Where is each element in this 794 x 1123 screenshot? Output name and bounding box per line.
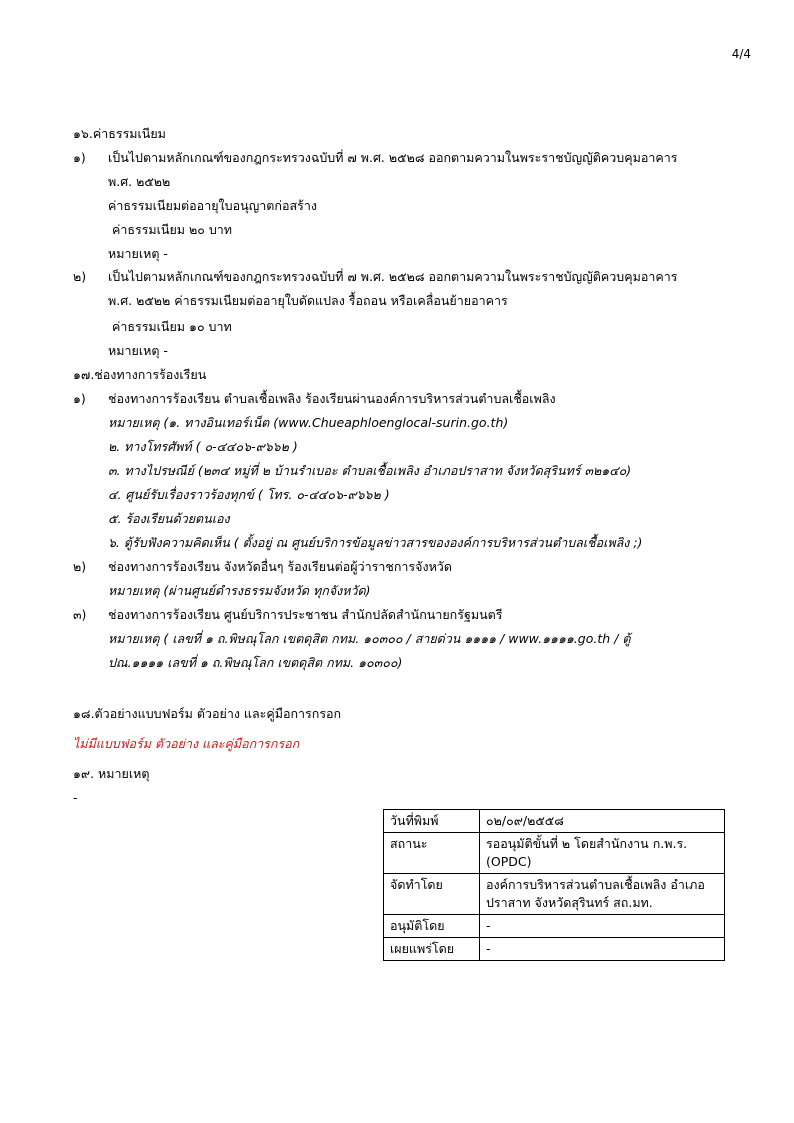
approved-by-value: - [480,915,725,938]
fee-item-2-number: ๒) [73,269,87,284]
complaint-1-title: ช่องทางการร้องเรียน ตำบลเชื้อเพลิง ร้องเรียนผ่านองค์การบริหารส่วนตำบลเชื้อเพลิง [108,391,556,406]
complaint-1-note-3: ๓. ทางไปรษณีย์ (๒๓๔ หมู่ที่ ๒ บ้านรำเบอะ ตำบลเชื้อเพลิง อำเภอปราสาท จังหวัดสุรินทร์ ๓๒๑๔๐) [108,463,632,478]
complaint-2-title: ช่องทางการร้องเรียน จังหวัดอื่นๆ ร้องเรียนต่อผู้ว่าราชการจังหวัด [108,559,452,574]
complaint-3-note-1: หมายเหตุ ( เลขที่ ๑ ถ.พิษณุโลก เขตดุสิต กทม. ๑๐๓๐๐ / สายด่วน ๑๑๑๑ / www.๑๑๑๑.go.th / ตู้ [108,631,631,646]
table-row [384,874,725,915]
page-number: 4/4 [731,47,751,61]
print-date-value: ๐๒/๐๙/๒๕๕๘ [480,810,725,833]
complaint-1-note-1: หมายเหตุ (๑. ทางอินเทอร์เน็ต (www.Chueaphloenglocal-surin.go.th) [108,415,509,430]
fee-item-1-note: หมายเหตุ - [108,246,168,261]
prepared-by-value-line2: ปราสาท จังหวัดสุรินทร์ สถ.มท. [486,895,653,910]
fee-item-2-line2: พ.ศ. ๒๕๒๒ ค่าธรรมเนียมต่ออายุใบดัดแปลง รื้อถอน หรือเคลื่อนย้ายอาคาร [108,293,508,308]
section-16-heading: ๑๖.ค่าธรรมเนียม [73,126,166,141]
table-row [384,938,725,961]
fee-item-1-line1: เป็นไปตามหลักเกณฑ์ของกฎกระทรวงฉบับที่ ๗ พ.ศ. ๒๕๒๘ ออกตามความในพระราชบัญญัติควบคุมอาคาร [108,150,678,165]
fee-item-2-note: หมายเหตุ - [108,343,168,358]
section-18-heading: ๑๘.ตัวอย่างแบบฟอร์ม ตัวอย่าง และคู่มือการกรอก [73,706,342,721]
complaint-3-title: ช่องทางการร้องเรียน ศูนย์บริการประชาชน สำนักปลัดสำนักนายกรัฐมนตรี [108,607,503,622]
status-value-line2: (OPDC) [486,854,532,869]
status-value [480,833,725,874]
status-label: สถานะ [384,833,480,874]
complaint-1-note-4: ๔. ศูนย์รับเรื่องราวร้องทุกข์ ( โทร. ๐-๔๔๐๖-๙๖๖๒ ) [108,487,390,502]
complaint-3-note-2: ปณ.๑๑๑๑ เลขที่ ๑ ถ.พิษณุโลก เขตดุสิต กทม. ๑๐๓๐๐) [108,655,403,670]
fee-item-1-amount: ค่าธรรมเนียม ๒๐ บาท [108,222,233,237]
fee-item-2-amount: ค่าธรรมเนียม ๑๐ บาท [108,319,232,334]
fee-item-1-line3: ค่าธรรมเนียมต่ออายุใบอนุญาตก่อสร้าง [108,198,317,213]
section-17-heading: ๑๗.ช่องทางการร้องเรียน [73,367,207,382]
table-row [384,915,725,938]
complaint-1-note-5: ๕. ร้องเรียนด้วยตนเอง [108,511,230,526]
complaint-1-number: ๑) [73,391,86,406]
fee-item-2-line1: เป็นไปตามหลักเกณฑ์ของกฎกระทรวงฉบับที่ ๗ พ.ศ. ๒๕๒๘ ออกตามความในพระราชบัญญัติควบคุมอาคาร [108,269,678,284]
no-form-notice: ไม่มีแบบฟอร์ม ตัวอย่าง และคู่มือการกรอก [73,736,300,751]
status-value-line1: รออนุมัติขั้นที่ ๒ โดยสำนักงาน ก.พ.ร. [486,836,688,851]
prepared-by-value-line1: องค์การบริหารส่วนตำบลเชื้อเพลิง อำเภอ [486,877,705,892]
document-info-table [383,809,725,961]
published-by-value: - [480,938,725,961]
section-19-text: - [73,790,78,805]
print-date-label: วันที่พิมพ์ [384,810,480,833]
complaint-2-number: ๒) [73,559,87,574]
prepared-by-label: จัดทำโดย [384,874,480,915]
section-19-heading: ๑๙. หมายเหตุ [73,766,150,781]
table-row [384,810,725,833]
complaint-3-number: ๓) [73,607,87,622]
complaint-1-note-2: ๒. ทางโทรศัพท์ ( ๐-๔๔๐๖-๙๖๖๒ ) [108,439,298,454]
fee-item-1-number: ๑) [73,150,86,165]
approved-by-label: อนุมัติโดย [384,915,480,938]
table-row [384,833,725,874]
complaint-2-note-1: หมายเหตุ (ผ่านศูนย์ดำรงธรรมจังหวัด ทุกจังหวัด) [108,583,371,598]
complaint-1-note-6: ๖. ตู้รับฟังความคิดเห็น ( ตั้งอยู่ ณ ศูนย์บริการข้อมูลข่าวสารขององค์การบริหารส่วนตำบลเชื้อเพลิง ;) [108,535,643,550]
prepared-by-value [480,874,725,915]
published-by-label: เผยแพร่โดย [384,938,480,961]
fee-item-1-line2: พ.ศ. ๒๕๒๒ [108,174,171,189]
